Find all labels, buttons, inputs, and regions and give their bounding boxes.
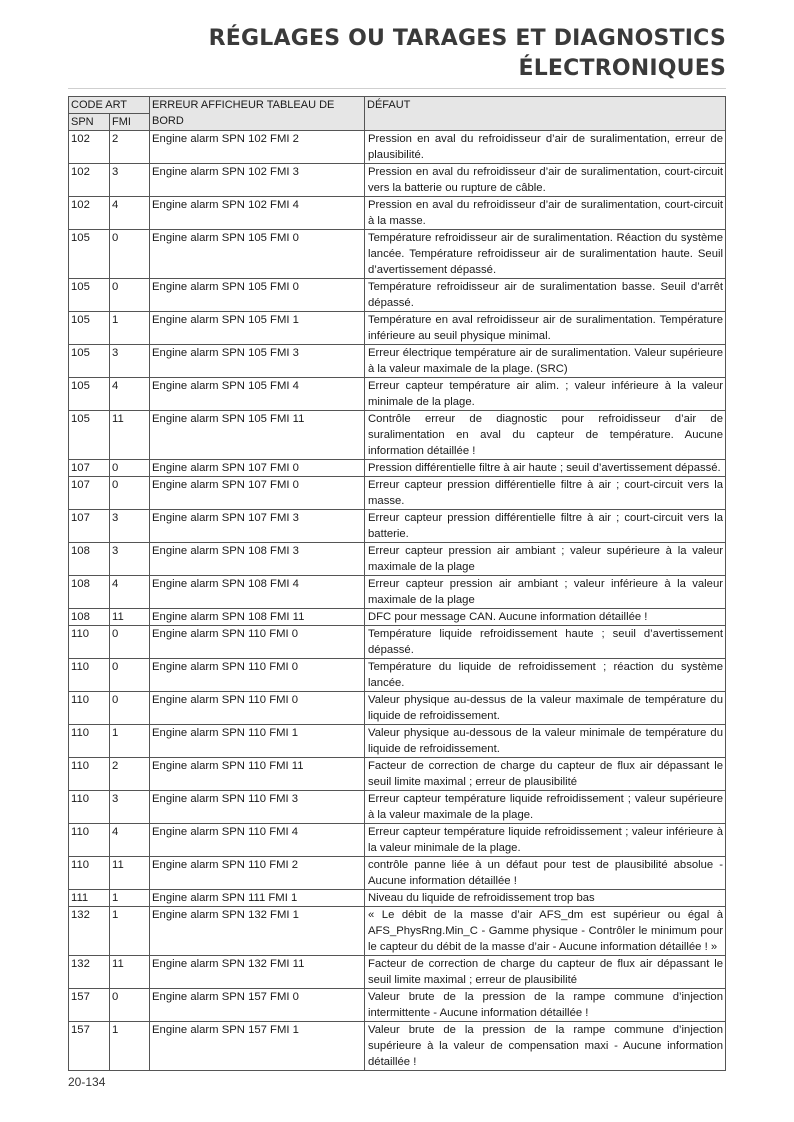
spn-cell: 110 (69, 758, 110, 791)
table-row (69, 197, 726, 230)
diagnostic-table-container (68, 96, 726, 1071)
fault-cell: Pression en aval du refroidisseur d’air de suralimentation, erreur de plausibilité. (365, 131, 726, 164)
error-cell: Engine alarm SPN 132 FMI 11 (150, 956, 365, 989)
spn-cell: 110 (69, 626, 110, 659)
spn-cell: 108 (69, 543, 110, 576)
table-row (69, 824, 726, 857)
fmi-cell: 11 (110, 956, 150, 989)
table-row (69, 1022, 726, 1071)
spn-cell: 132 (69, 907, 110, 956)
spn-cell: 105 (69, 230, 110, 279)
fault-cell: Valeur physique au-dessous de la valeur minimale de température du liquide de refroidissement. (365, 725, 726, 758)
diagnostic-codes-table (68, 96, 726, 1071)
fmi-cell: 4 (110, 197, 150, 230)
fmi-cell: 0 (110, 692, 150, 725)
error-cell: Engine alarm SPN 105 FMI 0 (150, 230, 365, 279)
fault-cell: Température du liquide de refroidissement ; réaction du système lancée. (365, 659, 726, 692)
page-number: 20-134 (68, 1075, 106, 1089)
fault-column-header: DÉFAUT (365, 97, 726, 131)
spn-column-header: SPN (69, 114, 110, 131)
error-cell: Engine alarm SPN 107 FMI 0 (150, 477, 365, 510)
error-cell: Engine alarm SPN 111 FMI 1 (150, 890, 365, 907)
error-cell: Engine alarm SPN 110 FMI 0 (150, 626, 365, 659)
title-divider (68, 88, 726, 89)
fmi-cell: 3 (110, 164, 150, 197)
fmi-cell: 11 (110, 857, 150, 890)
fault-cell: Erreur capteur pression air ambiant ; valeur supérieure à la valeur maximale de la plage (365, 543, 726, 576)
table-row (69, 857, 726, 890)
spn-cell: 108 (69, 609, 110, 626)
spn-cell: 157 (69, 989, 110, 1022)
error-cell: Engine alarm SPN 105 FMI 11 (150, 411, 365, 460)
fault-cell: Valeur brute de la pression de la rampe commune d’injection supérieure à la valeur de compensation maxi - Aucune information détaillée ! (365, 1022, 726, 1071)
fmi-cell: 4 (110, 824, 150, 857)
spn-cell: 110 (69, 857, 110, 890)
spn-cell: 132 (69, 956, 110, 989)
spn-cell: 110 (69, 725, 110, 758)
fault-cell: Température refroidisseur air de suralimentation basse. Seuil d’arrêt dépassé. (365, 279, 726, 312)
fmi-cell: 4 (110, 378, 150, 411)
error-cell: Engine alarm SPN 107 FMI 3 (150, 510, 365, 543)
fmi-cell: 0 (110, 460, 150, 477)
table-row (69, 956, 726, 989)
fmi-cell: 1 (110, 725, 150, 758)
table-row (69, 907, 726, 956)
fault-cell: Erreur capteur pression différentielle filtre à air ; court-circuit vers la masse. (365, 477, 726, 510)
table-row (69, 890, 726, 907)
table-row (69, 477, 726, 510)
table-header-row (69, 97, 726, 114)
table-row (69, 131, 726, 164)
spn-cell: 157 (69, 1022, 110, 1071)
table-row (69, 609, 726, 626)
table-row (69, 791, 726, 824)
error-cell: Engine alarm SPN 107 FMI 0 (150, 460, 365, 477)
fault-cell: Niveau du liquide de refroidissement trop bas (365, 890, 726, 907)
spn-cell: 110 (69, 692, 110, 725)
error-cell: Engine alarm SPN 108 FMI 3 (150, 543, 365, 576)
fmi-cell: 3 (110, 543, 150, 576)
error-column-header: ERREUR AFFICHEUR TABLEAU DE BORD (150, 97, 365, 131)
spn-cell: 105 (69, 312, 110, 345)
fmi-cell: 1 (110, 890, 150, 907)
error-cell: Engine alarm SPN 132 FMI 1 (150, 907, 365, 956)
spn-cell: 108 (69, 576, 110, 609)
fmi-cell: 0 (110, 279, 150, 312)
table-row (69, 659, 726, 692)
spn-cell: 102 (69, 197, 110, 230)
fmi-cell: 0 (110, 989, 150, 1022)
page-title-line-1: RÉGLAGES OU TARAGES ET DIAGNOSTICS (208, 26, 726, 51)
error-cell: Engine alarm SPN 110 FMI 1 (150, 725, 365, 758)
page-title (209, 24, 726, 84)
fmi-cell: 3 (110, 510, 150, 543)
fault-cell: contrôle panne liée à un défaut pour test de plausibilité absolue - Aucune information détaillée ! (365, 857, 726, 890)
fmi-cell: 3 (110, 345, 150, 378)
fmi-cell: 3 (110, 791, 150, 824)
spn-cell: 107 (69, 510, 110, 543)
spn-cell: 110 (69, 659, 110, 692)
fault-cell: Facteur de correction de charge du capteur de flux air dépassant le seuil limite maximal ; erreur de plausibilité (365, 956, 726, 989)
spn-cell: 107 (69, 460, 110, 477)
table-row (69, 411, 726, 460)
error-cell: Engine alarm SPN 110 FMI 3 (150, 791, 365, 824)
table-row (69, 460, 726, 477)
error-cell: Engine alarm SPN 110 FMI 4 (150, 824, 365, 857)
fault-cell: Valeur physique au-dessus de la valeur maximale de température du liquide de refroidissement. (365, 692, 726, 725)
fmi-cell: 2 (110, 131, 150, 164)
fmi-cell: 11 (110, 609, 150, 626)
page-title-line-2: ÉLECTRONIQUES (518, 56, 726, 81)
error-cell: Engine alarm SPN 102 FMI 4 (150, 197, 365, 230)
fault-cell: Température en aval refroidisseur air de suralimentation. Température inférieure au seuil physique minimal. (365, 312, 726, 345)
fmi-cell: 4 (110, 576, 150, 609)
fmi-cell: 1 (110, 312, 150, 345)
error-cell: Engine alarm SPN 110 FMI 2 (150, 857, 365, 890)
fault-cell: Pression en aval du refroidisseur d’air de suralimentation, court-circuit vers la batterie ou rupture de câble. (365, 164, 726, 197)
error-cell: Engine alarm SPN 110 FMI 11 (150, 758, 365, 791)
error-cell: Engine alarm SPN 105 FMI 0 (150, 279, 365, 312)
fault-cell: Valeur brute de la pression de la rampe commune d’injection intermittente - Aucune information détaillée ! (365, 989, 726, 1022)
error-cell: Engine alarm SPN 108 FMI 11 (150, 609, 365, 626)
error-cell: Engine alarm SPN 102 FMI 3 (150, 164, 365, 197)
fault-cell: Erreur capteur température air alim. ; valeur inférieure à la valeur minimale de la plage. (365, 378, 726, 411)
fault-cell: « Le débit de la masse d’air AFS_dm est supérieur ou égal à AFS_PhysRng.Min_C - Gamme physique - Contrôler le minimum pour le capteur du débit de la masse d’air - Aucune information détaillée ! » (365, 907, 726, 956)
table-row (69, 378, 726, 411)
error-cell: Engine alarm SPN 157 FMI 1 (150, 1022, 365, 1071)
error-cell: Engine alarm SPN 108 FMI 4 (150, 576, 365, 609)
fmi-cell: 0 (110, 626, 150, 659)
fault-cell: Température refroidisseur air de suralimentation. Réaction du système lancée. Température refroidisseur air de suralimentation haute. Seuil d’avertissement dépassé. (365, 230, 726, 279)
table-row (69, 626, 726, 659)
table-row (69, 543, 726, 576)
fmi-cell: 11 (110, 411, 150, 460)
table-row (69, 989, 726, 1022)
fault-cell: Erreur électrique température air de suralimentation. Valeur supérieure à la valeur maximale de la plage. (SRC) (365, 345, 726, 378)
code-art-header: CODE ART (69, 97, 150, 114)
spn-cell: 110 (69, 824, 110, 857)
error-cell: Engine alarm SPN 110 FMI 0 (150, 659, 365, 692)
error-cell: Engine alarm SPN 102 FMI 2 (150, 131, 365, 164)
table-row (69, 725, 726, 758)
fmi-column-header: FMI (110, 114, 150, 131)
table-row (69, 230, 726, 279)
error-cell: Engine alarm SPN 105 FMI 4 (150, 378, 365, 411)
table-row (69, 692, 726, 725)
table-row (69, 510, 726, 543)
fault-cell: Contrôle erreur de diagnostic pour refroidisseur d’air de suralimentation en aval du capteur de température. Aucune information détaillée ! (365, 411, 726, 460)
fmi-cell: 0 (110, 659, 150, 692)
spn-cell: 105 (69, 279, 110, 312)
spn-cell: 107 (69, 477, 110, 510)
fmi-cell: 1 (110, 907, 150, 956)
fault-cell: Pression différentielle filtre à air haute ; seuil d’avertissement dépassé. (365, 460, 726, 477)
table-row (69, 345, 726, 378)
fmi-cell: 2 (110, 758, 150, 791)
error-cell: Engine alarm SPN 157 FMI 0 (150, 989, 365, 1022)
spn-cell: 105 (69, 411, 110, 460)
fmi-cell: 0 (110, 230, 150, 279)
table-row (69, 164, 726, 197)
fault-cell: Pression en aval du refroidisseur d’air de suralimentation, court-circuit à la masse. (365, 197, 726, 230)
table-row (69, 312, 726, 345)
error-cell: Engine alarm SPN 110 FMI 0 (150, 692, 365, 725)
table-row (69, 576, 726, 609)
fault-cell: Erreur capteur pression air ambiant ; valeur inférieure à la valeur maximale de la plage (365, 576, 726, 609)
spn-cell: 105 (69, 345, 110, 378)
fmi-cell: 0 (110, 477, 150, 510)
table-body (69, 131, 726, 1071)
spn-cell: 102 (69, 164, 110, 197)
spn-cell: 102 (69, 131, 110, 164)
fault-cell: Erreur capteur température liquide refroidissement ; valeur supérieure à la valeur maximale de la plage. (365, 791, 726, 824)
spn-cell: 110 (69, 791, 110, 824)
fault-cell: Erreur capteur température liquide refroidissement ; valeur inférieure à la valeur minimale de la plage. (365, 824, 726, 857)
fault-cell: Facteur de correction de charge du capteur de flux air dépassant le seuil limite maximal ; erreur de plausibilité (365, 758, 726, 791)
table-row (69, 279, 726, 312)
error-cell: Engine alarm SPN 105 FMI 3 (150, 345, 365, 378)
spn-cell: 105 (69, 378, 110, 411)
error-cell: Engine alarm SPN 105 FMI 1 (150, 312, 365, 345)
fault-cell: DFC pour message CAN. Aucune information détaillée ! (365, 609, 726, 626)
fault-cell: Erreur capteur pression différentielle filtre à air ; court-circuit vers la batterie. (365, 510, 726, 543)
fmi-cell: 1 (110, 1022, 150, 1071)
spn-cell: 111 (69, 890, 110, 907)
fault-cell: Température liquide refroidissement haute ; seuil d’avertissement dépassé. (365, 626, 726, 659)
table-row (69, 758, 726, 791)
